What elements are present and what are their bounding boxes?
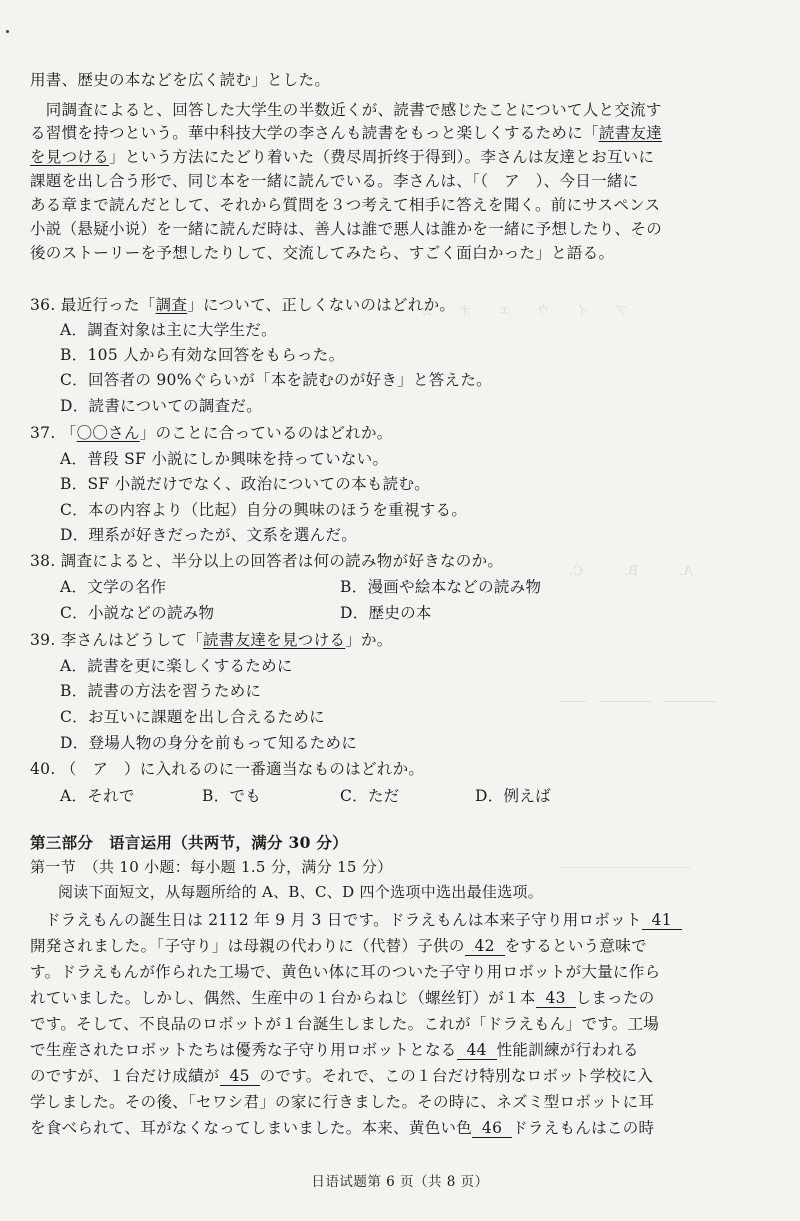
question-37-stem: 37. 「〇〇さん」のことに合っているのはどれか。 bbox=[30, 424, 393, 442]
blank-43: 43 bbox=[536, 989, 576, 1008]
q38-option-c: C．小説などの読み物 bbox=[60, 604, 215, 622]
blank-45: 45 bbox=[220, 1067, 260, 1086]
q40-option-b: B．でも bbox=[202, 787, 262, 805]
q39-option-a: A．読書を更に楽しくするために bbox=[60, 657, 293, 675]
question-38-stem: 38. 調査によると、半分以上の回答者は何の読み物が好きなのか。 bbox=[30, 552, 504, 570]
question-40-stem: 40. （ ア ）に入れるのに一番適当なものはどれか。 bbox=[30, 760, 425, 778]
passage-line: 用書、歴史の本などを広く読む」とした。 bbox=[30, 71, 331, 89]
q39-option-d: D．登場人物の身分を前もって知るために bbox=[60, 734, 358, 752]
bleed-through-text: ア イ ウ エ オ カ bbox=[420, 304, 629, 319]
part-3-title: 第三部分 语言运用（共两节，满分 30 分） bbox=[30, 833, 348, 852]
q37-option-c: C．本の内容より（比起）自分の興味のほうを重視する。 bbox=[60, 501, 468, 519]
bleed-through-text: A． B． C． bbox=[560, 564, 693, 579]
passage-line: ある章まで読んだとして、それから質問を３つ考えて相手に答えを聞く。前にサスペンス bbox=[30, 196, 661, 214]
q39-option-c: C．お互いに課題を出し合えるために bbox=[60, 708, 325, 726]
passage-line: 同調査によると、回答した大学生の半数近くが、読書で感じたことについて人と交流す bbox=[30, 101, 662, 119]
bleed-through-text: ―――――――――― bbox=[560, 860, 690, 875]
cloze-line: ドラえもんの誕生日は 2112 年 9 月 3 日です。ドラえもんは本来子守り用ロボット 41 bbox=[30, 910, 682, 930]
passage-line: 小説（悬疑小说）を一緒に読んだ時は、善人は誰で悪人は誰かを一緒に予想したり、その bbox=[30, 220, 663, 238]
q38-option-d: D．歴史の本 bbox=[340, 604, 432, 622]
cloze-line: のですが、１台だけ成績が 45 のです。それで、この１台だけ特別なロボット学校に入 bbox=[30, 1067, 654, 1085]
passage-line: 課題を出し合う形で、同じ本を一緒に読んでいる。李さんは、「（ ア ）、今日一緒に bbox=[30, 172, 639, 190]
q37-option-a: A．普段 SF 小説にしか興味を持っていない。 bbox=[60, 450, 389, 468]
cloze-line: れていました。しかし、偶然、生産中の１台からねじ（螺丝钉）が１本 43 しまったの bbox=[30, 989, 655, 1007]
blank-42: 42 bbox=[465, 937, 505, 956]
q36-option-b: B．105 人から有効な回答をもらった。 bbox=[60, 346, 345, 364]
cloze-line: す。ドラえもんが作られた工場で、黄色い体に耳のついた子守り用ロボットが大量に作ら bbox=[30, 963, 661, 981]
blank-46: 46 bbox=[472, 1119, 512, 1138]
q36-option-d: D．読書についての調査だ。 bbox=[60, 397, 263, 415]
q39-option-b: B．読書の方法を習うために bbox=[60, 682, 262, 700]
question-36-stem: 36. 最近行った「調査」について、正しくないのはどれか。 bbox=[30, 296, 456, 314]
cloze-line: 学しました。その後、「セワシ君」の家に行きました。その時に、ネズミ型ロボットに耳 bbox=[30, 1093, 655, 1111]
q38-option-a: A．文学の名作 bbox=[60, 578, 167, 596]
passage-line: 後のストーリーを予想したりして、交流してみたら、すごく面白かった」と語る。 bbox=[30, 244, 615, 262]
cloze-line: で生産されたロボットたちは優秀な子守り用ロボットとなる 44 性能訓練が行われる bbox=[30, 1041, 639, 1059]
passage-line: る習慣を持つという。華中科技大学の李さんも読書をもっと楽しくするために「読書友達 bbox=[30, 124, 663, 142]
passage-line: を見つける」という方法にたどり着いた（费尽周折终于得到）。李さんは友達とお互いに bbox=[30, 148, 655, 166]
page-footer: 日语试题第 6 页（共 8 页） bbox=[311, 1174, 489, 1190]
blank-44: 44 bbox=[457, 1041, 497, 1060]
q38-option-row-1 bbox=[60, 577, 542, 597]
q40-options bbox=[60, 786, 551, 806]
q36-option-c: C．回答者の 90%ぐらいが「本を読むのが好き」と答えた。 bbox=[60, 371, 492, 389]
blank-41: 41 bbox=[642, 911, 682, 930]
underlined-phrase: 読書友達 bbox=[598, 124, 663, 142]
q37-option-d: D．理系が好きだったが、文系を選んだ。 bbox=[60, 526, 358, 544]
q38-option-row-2 bbox=[60, 603, 432, 623]
q36-option-a: A．調査対象は主に大学生だ。 bbox=[60, 321, 277, 339]
q38-option-b: B．漫画や絵本などの読み物 bbox=[340, 578, 542, 596]
section-instruction: 阅读下面短文，从每题所给的 A、B、C、D 四个选项中选出最佳选项。 bbox=[58, 883, 544, 901]
scan-speck bbox=[6, 30, 9, 33]
underlined-phrase: を見つける bbox=[30, 148, 110, 166]
question-39-stem: 39. 李さんはどうして「読書友達を見つける」か。 bbox=[30, 631, 393, 649]
q40-option-c: C．ただ bbox=[340, 787, 400, 805]
q40-option-d: D．例えば bbox=[475, 787, 551, 805]
section-1-heading: 第一节 （共 10 小题：每小题 1.5 分，满分 15 分） bbox=[30, 858, 393, 876]
cloze-line: 開発されました。「子守り」は母親の代わりに（代替）子供の 42 をするという意味で bbox=[30, 937, 647, 955]
q40-option-a: A．それで bbox=[60, 787, 135, 805]
q37-option-b: B．SF 小説だけでなく、政治についての本も読む。 bbox=[60, 475, 431, 493]
cloze-line: を食べられて、耳がなくなってしまいました。本来、黄色い色 46 ドラえもんはこの時 bbox=[30, 1119, 655, 1137]
bleed-through-text: ―――― ―――― ―― bbox=[560, 694, 717, 709]
cloze-line: です。そして、不良品のロボットが１台誕生しました。これが「ドラえもん」です。工場 bbox=[30, 1015, 660, 1033]
